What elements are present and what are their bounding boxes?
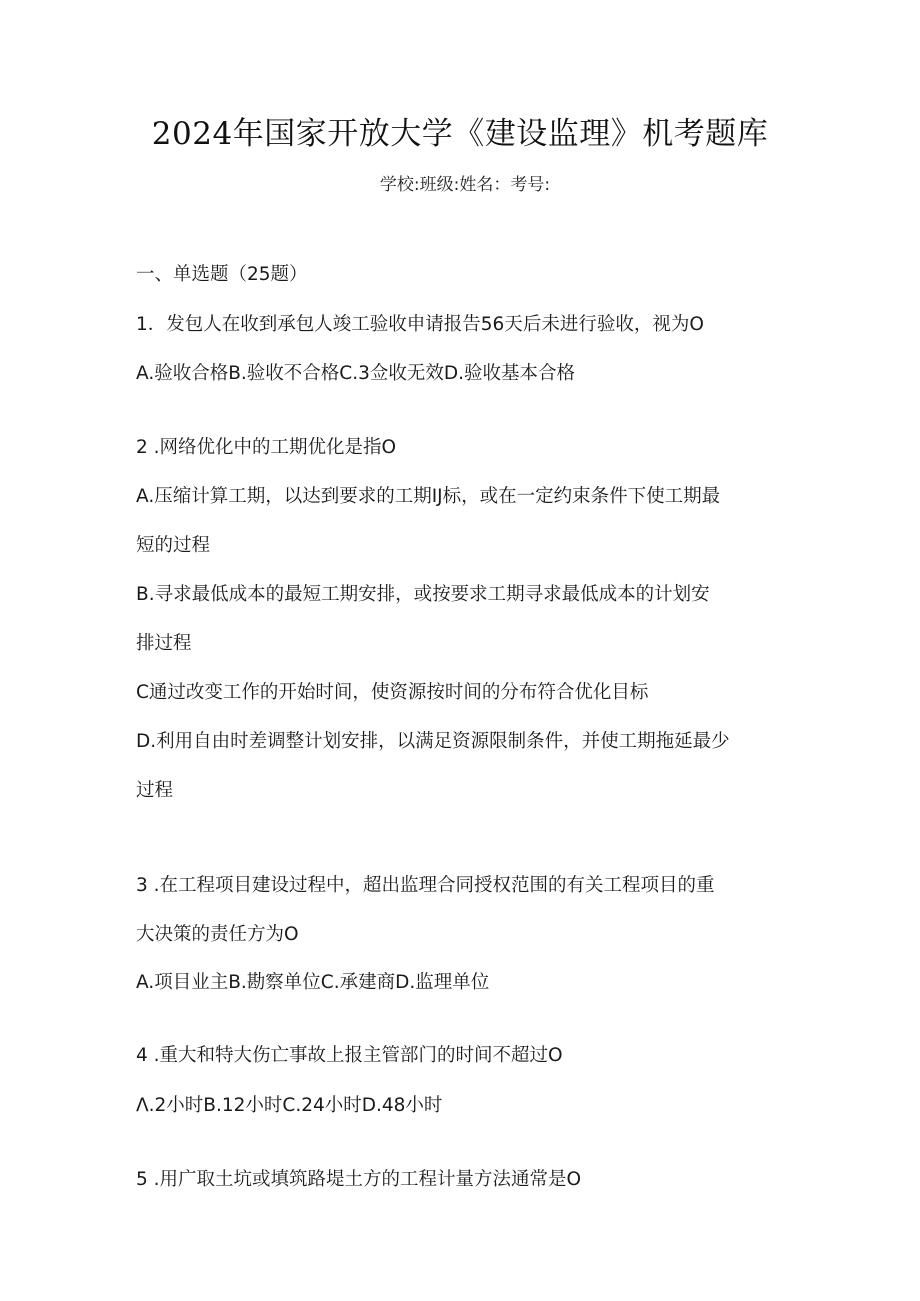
section-heading: 一、单选题（25题）: [136, 264, 308, 285]
document-title: 2024年国家开放大学《建设监理》机考题库: [151, 116, 769, 152]
question-1-options: A.验收合格B.验收不合格C.3佥收无效D.验收基本合格: [136, 363, 575, 384]
question-2-option-a-cont: 短的过程: [136, 535, 211, 556]
question-5-stem: 5 .用广取土坑或填筑路堤土方的工程计量方法通常是O: [136, 1169, 582, 1190]
student-info-line: 学校:班级:姓名：考号:: [379, 175, 551, 195]
question-3-stem: 3 .在工程项目建设过程中，超出监理合同授权范围的有关工程项目的重: [136, 875, 715, 896]
question-2-option-d-cont: 过程: [136, 780, 174, 801]
question-2-option-d: D.利用自由时差调整计划安排，以满足资源限制条件，并使工期拖延最少: [136, 731, 730, 752]
question-4-stem: 4 .重大和特大伤亡事故上报主管部门的时间不超过O: [136, 1045, 563, 1066]
question-1-stem: 1．发包人在收到承包人竣工验收申请报告56天后未进行验收，视为O: [136, 314, 704, 335]
question-3-options: A.项目业主B.勘察单位C.承建商D.监理单位: [136, 972, 490, 993]
question-2-option-b: B.寻求最低成本的最短工期安排，或按要求工期寻求最低成本的计划安: [136, 584, 710, 605]
question-2-option-c: C通过改变工作的开始时间，使资源按时间的分布符合优化目标: [136, 682, 649, 703]
question-3-stem-cont: 大决策的责任方为O: [136, 924, 299, 945]
question-2-option-b-cont: 排过程: [136, 633, 192, 654]
question-2-option-a: A.压缩计算工期，以达到要求的工期IJ标，或在一定约束条件下使工期最: [136, 486, 721, 507]
question-4-options: Λ.2小时B.12小时C.24小时D.48小时: [136, 1095, 443, 1116]
question-2-stem: 2 .网络优化中的工期优化是指O: [136, 437, 397, 458]
